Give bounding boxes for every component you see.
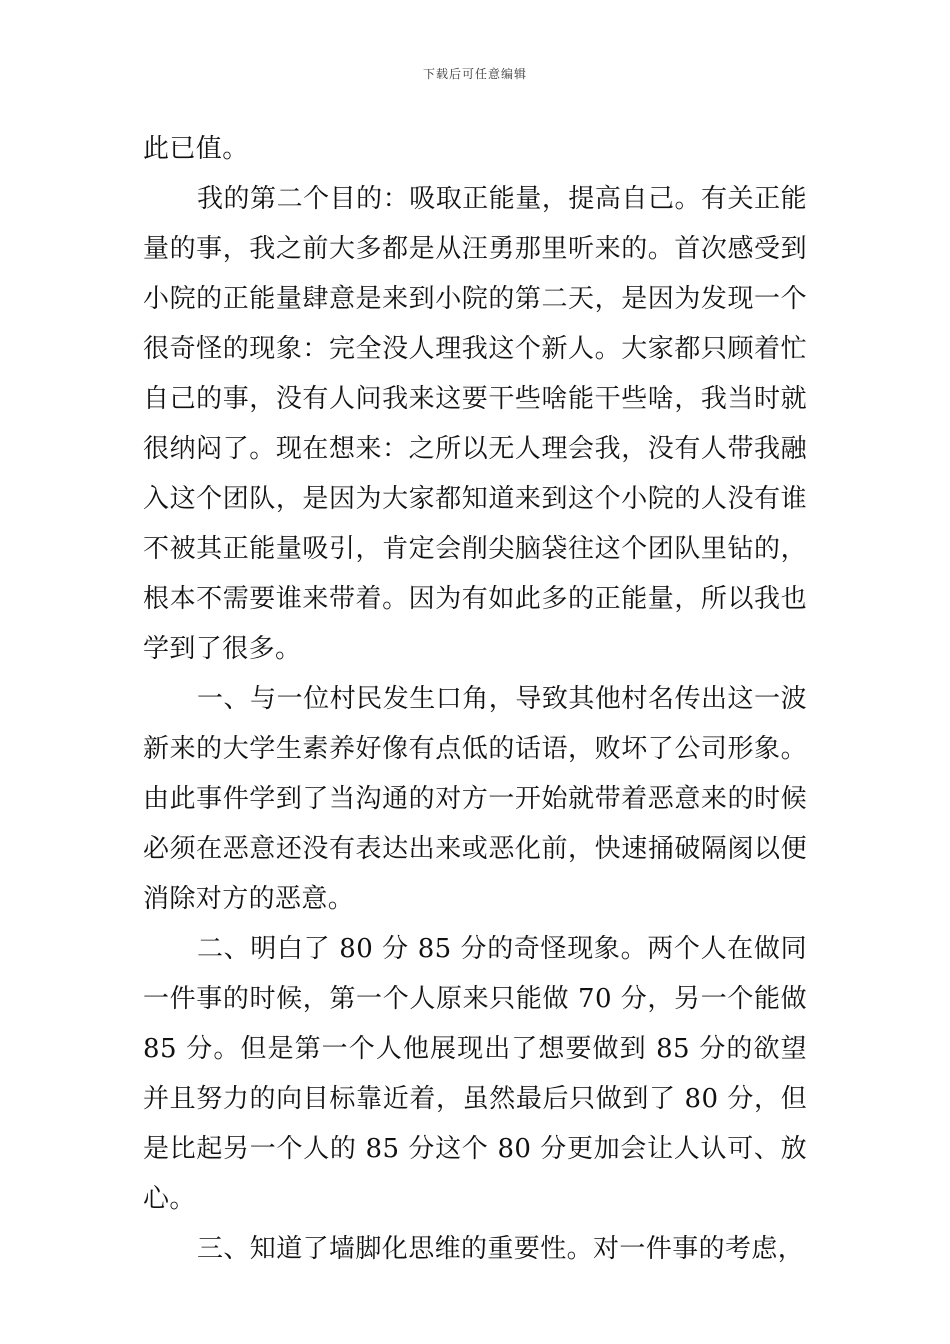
paragraph: 此已值。 [143, 134, 249, 164]
paragraph: 三、知道了墙脚化思维的重要性。对一件事的考虑， [197, 1234, 805, 1264]
paragraph: 二、明白了 80 分 85 分的奇怪现象。两个人在做同一件事的时候，第一个人原来只能做 70 分，另一个能做 85 分。但是第一个人他展现出了想要做到 85 分的欲望并且努力的向目标靠近着，虽然最后只做到了 80 分，但是比起另一个人的 85 分这个 80 分更加会让人认可、放心。 [143, 934, 807, 1214]
paragraph: 我的第二个目的：吸取正能量，提高自己。有关正能量的事，我之前大多都是从汪勇那里听来的。首次感受到小院的正能量肆意是来到小院的第二天，是因为发现一个很奇怪的现象：完全没人理我这个新人。大家都只顾着忙自己的事，没有人问我来这要干些啥能干些啥，我当时就很纳闷了。现在想来：之所以无人理会我，没有人带我融入这个团队，是因为大家都知道来到这个小院的人没有谁不被其正能量吸引，肯定会削尖脑袋往这个团队里钻的，根本不需要谁来带着。因为有如此多的正能量，所以我也学到了很多。 [143, 184, 807, 664]
paragraph: 一、与一位村民发生口角，导致其他村名传出这一波新来的大学生素养好像有点低的话语，败坏了公司形象。由此事件学到了当沟通的对方一开始就带着恶意来的时候必须在恶意还没有表达出来或恶化前，快速捅破隔阂以便消除对方的恶意。 [143, 684, 807, 914]
page-header: 下载后可任意编辑 [422, 67, 527, 81]
document-body [143, 124, 807, 1274]
